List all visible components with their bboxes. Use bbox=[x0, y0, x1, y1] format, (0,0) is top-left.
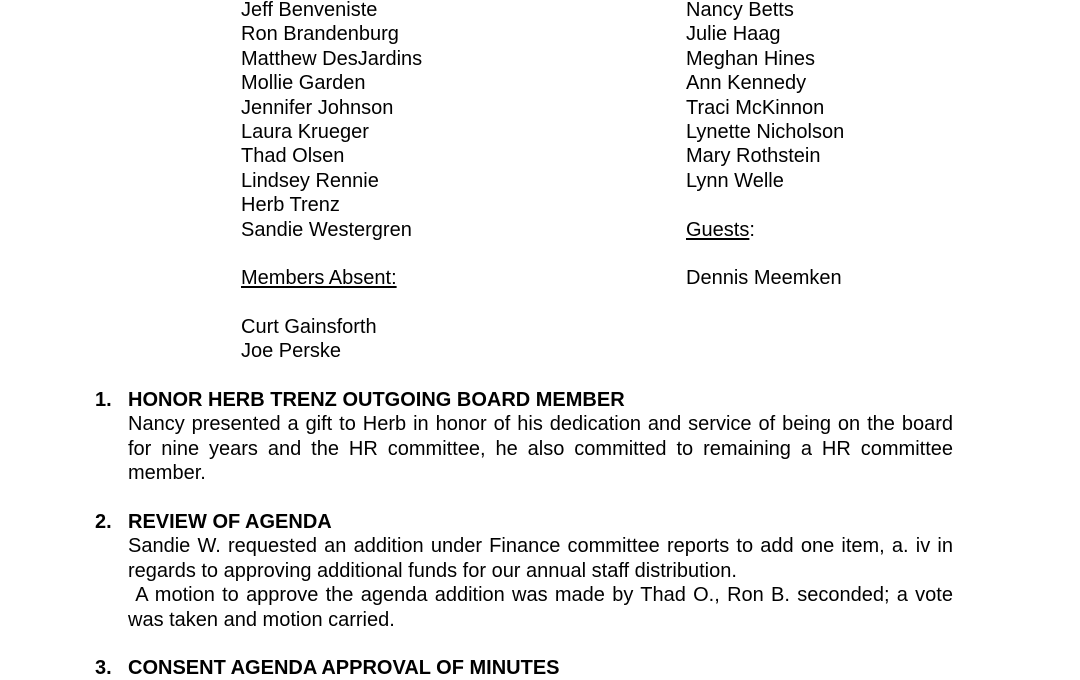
section-body bbox=[128, 412, 953, 485]
member-name: Nancy Betts bbox=[686, 0, 794, 21]
member-name: Matthew DesJardins bbox=[241, 47, 423, 70]
agenda-section-3 bbox=[95, 656, 953, 680]
absent-member-name: Curt Gainsforth bbox=[241, 316, 377, 339]
section-number: 2. bbox=[95, 511, 112, 533]
section-paragraph: A motion to approve the agenda addition was made by Thad O., Ron B. seconded; a vote was taken and motion carried. bbox=[128, 584, 959, 631]
member-name: Mollie Garden bbox=[241, 72, 366, 95]
attendance-left-column bbox=[241, 0, 422, 364]
guests-heading bbox=[686, 218, 844, 242]
member-name: Mary Rothstein bbox=[686, 145, 821, 168]
agenda-section-2 bbox=[95, 510, 959, 632]
section-heading bbox=[95, 510, 953, 534]
member-name: Lynette Nicholson bbox=[686, 120, 845, 143]
section-heading bbox=[95, 388, 953, 412]
section-title: REVIEW OF AGENDA bbox=[128, 511, 332, 533]
member-name: Laura Krueger bbox=[241, 120, 369, 143]
attendance-right-column bbox=[686, 0, 844, 291]
member-name: Sandie Westergren bbox=[241, 218, 412, 241]
absent-member-name: Joe Perske bbox=[241, 340, 342, 363]
section-title: HONOR HERB TRENZ OUTGOING BOARD MEMBER bbox=[128, 389, 625, 411]
section-heading bbox=[95, 656, 953, 680]
member-name: Julie Haag bbox=[686, 23, 781, 46]
member-name: Thad Olsen bbox=[241, 145, 345, 168]
member-name: Lindsey Rennie bbox=[241, 169, 379, 192]
agenda-section-1 bbox=[95, 388, 953, 486]
section-paragraph: Sandie W. requested an addition under Finance committee reports to add one item, a. iv in regards to approving additional funds for our annual staff distribution. bbox=[128, 535, 953, 582]
member-name: Herb Trenz bbox=[241, 194, 340, 217]
section-body bbox=[128, 534, 959, 632]
guest-name: Dennis Meemken bbox=[686, 267, 842, 290]
section-paragraph: Nancy presented a gift to Herb in honor of his dedication and service of being on the board for nine years and the HR committee, he also committed to remaining a HR committee member. bbox=[128, 413, 953, 485]
members-absent-heading: Members Absent: bbox=[241, 267, 397, 290]
section-number: 3. bbox=[95, 657, 112, 679]
guests-heading-colon: : bbox=[749, 218, 755, 241]
member-name: Jeff Benveniste bbox=[241, 0, 378, 21]
guests-heading-label: Guests bbox=[686, 218, 750, 241]
member-name: Jennifer Johnson bbox=[241, 96, 394, 119]
section-title: CONSENT AGENDA APPROVAL OF MINUTES bbox=[128, 657, 560, 679]
member-name: Ann Kennedy bbox=[686, 72, 807, 95]
section-number: 1. bbox=[95, 389, 112, 411]
member-name: Meghan Hines bbox=[686, 47, 815, 70]
member-name: Lynn Welle bbox=[686, 169, 784, 192]
member-name: Traci McKinnon bbox=[686, 96, 825, 119]
member-name: Ron Brandenburg bbox=[241, 23, 399, 46]
